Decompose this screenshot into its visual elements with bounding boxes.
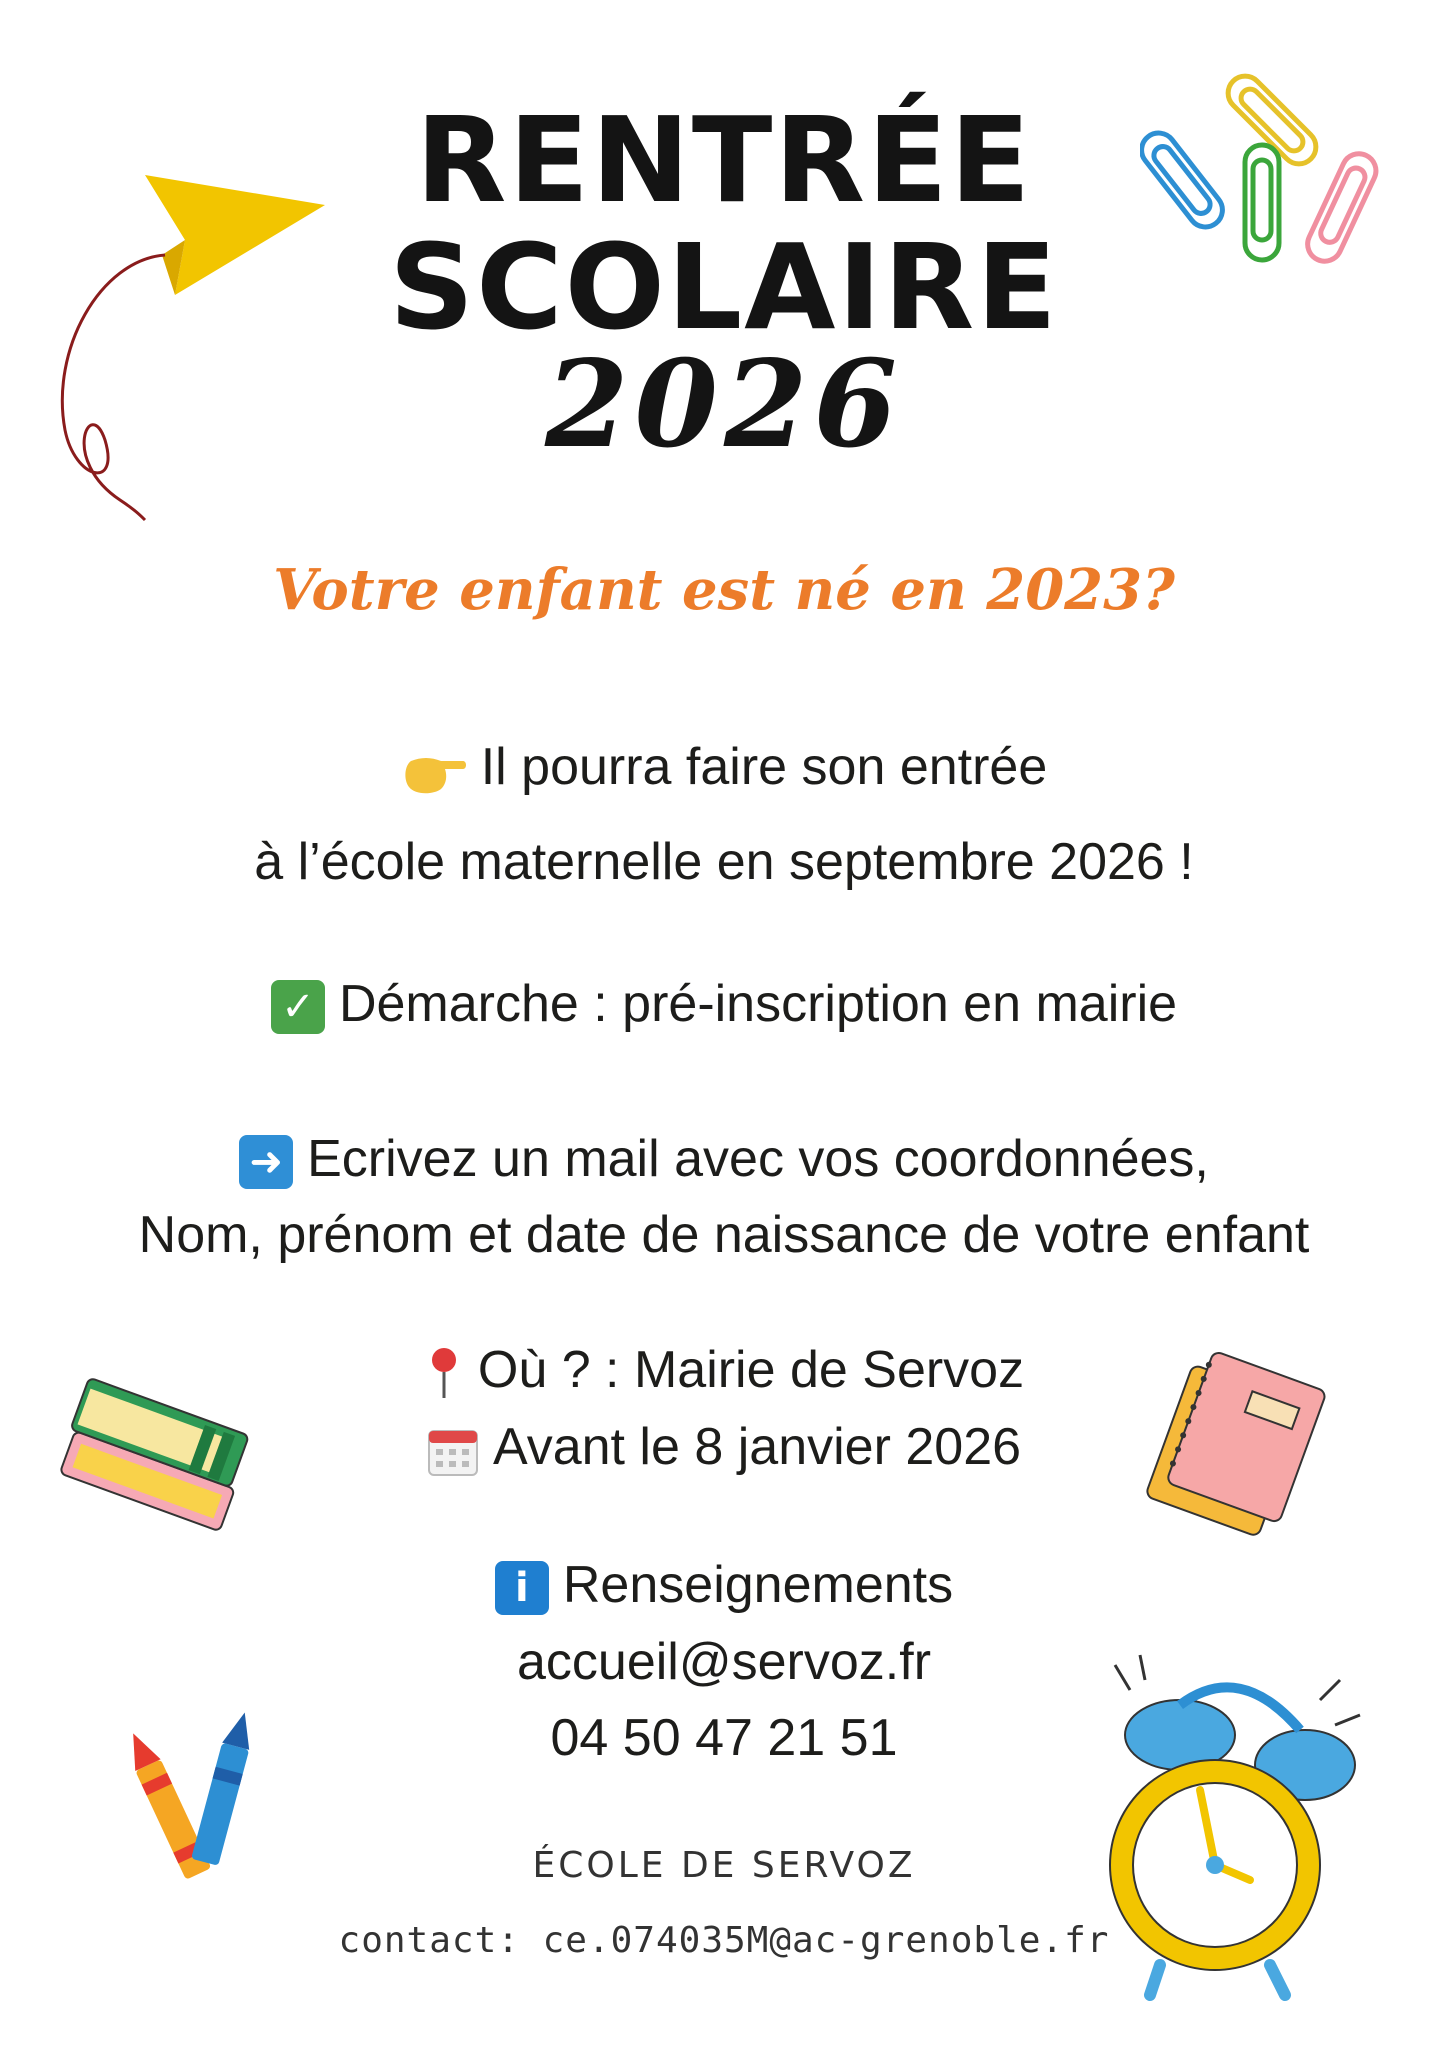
- info-icon: i: [495, 1561, 549, 1615]
- email-instruction-line2: Nom, prénom et date de naissance de votre enfant: [138, 1206, 1310, 1264]
- info-email[interactable]: accueil@servoz.fr: [516, 1633, 932, 1691]
- info-label: Renseignements: [562, 1556, 954, 1614]
- info-phone[interactable]: 04 50 47 21 51: [550, 1709, 898, 1767]
- school-contact[interactable]: contact: ce.074035M@ac-grenoble.fr: [338, 1920, 1110, 1961]
- subtitle: Votre enfant est né en 2023?: [273, 557, 1175, 623]
- intro-line1: [0, 735, 1448, 799]
- email-instruction-line1: [0, 1127, 1448, 1191]
- calendar-icon: [427, 1423, 479, 1477]
- title-line1: RENTRÉE: [415, 91, 1033, 229]
- location-text: Où ? : Mairie de Servoz: [477, 1341, 1025, 1399]
- demarche-line: [0, 972, 1448, 1036]
- check-mark-icon: ✓: [271, 980, 325, 1034]
- location-line: [0, 1338, 1448, 1402]
- intro-line1-text: Il pourra faire son entrée: [480, 738, 1048, 796]
- deadline-text: Avant le 8 janvier 2026: [492, 1418, 1022, 1476]
- title-year: 2026: [545, 334, 903, 475]
- right-arrow-icon: ➜: [239, 1135, 293, 1189]
- info-line: [0, 1553, 1448, 1617]
- intro-line2: à l’école maternelle en septembre 2026 !: [254, 833, 1194, 891]
- demarche-text: Démarche : pré-inscription en mairie: [338, 975, 1178, 1033]
- school-name: ÉCOLE DE SERVOZ: [532, 1845, 916, 1886]
- deadline-line: [0, 1415, 1448, 1479]
- pointing-hand-icon: [401, 748, 467, 792]
- pin-icon: [424, 1346, 464, 1400]
- title-line2: SCOLAIRE: [389, 218, 1059, 356]
- email-instruction-line1-text: Ecrivez un mail avec vos coordonnées,: [307, 1130, 1209, 1188]
